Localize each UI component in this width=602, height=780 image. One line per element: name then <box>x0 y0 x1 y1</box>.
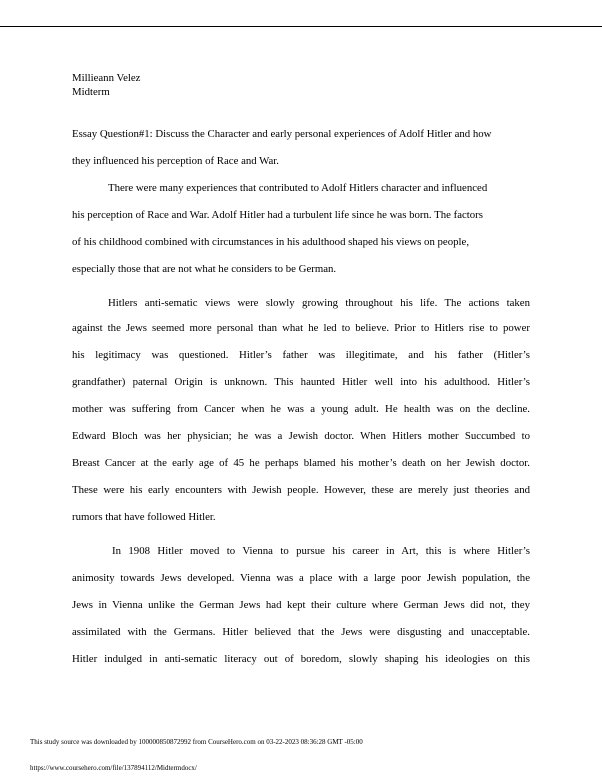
paragraph-1-line-3: of his childhood combined with circumstances in his adulthood shaped his views on people, <box>72 236 470 248</box>
paragraph-3-line-3: Jews in Vienna unlike the German Jews had kept their culture where German Jews did not, they <box>72 599 530 611</box>
paragraph-2-line-4: grandfather) paternal Origin is unknown. This haunted Hitler well into his adulthood. Hitler’s <box>72 376 530 388</box>
paragraph-2-line-6: Edward Bloch was her physician; he was a Jewish doctor. When Hitlers mother Succumbed to <box>72 430 530 442</box>
download-notice: This study source was downloaded by 100000850872992 from CourseHero.com on 03-22-2023 08:36:28 GMT -05:00 <box>30 738 363 746</box>
essay-question-line-1: Essay Question#1: Discuss the Character and early personal experiences of Adolf Hitler and how <box>72 128 492 140</box>
document-title: Midterm <box>72 86 110 98</box>
paragraph-1-line-4: especially those that are not what he considers to be German. <box>72 263 337 275</box>
paragraph-3-line-1: In 1908 Hitler moved to Vienna to pursue his career in Art, this is where Hitler’s <box>112 545 530 557</box>
header-rule <box>0 26 602 27</box>
paragraph-2-line-5: mother was suffering from Cancer when he was a young adult. He health was on the decline. <box>72 403 530 415</box>
paragraph-1-line-2: his perception of Race and War. Adolf Hitler had a turbulent life since he was born. The factors <box>72 209 483 221</box>
paragraph-2-line-7: Breast Cancer at the early age of 45 he perhaps blamed his mother’s death on her Jewish doctor. <box>72 457 530 469</box>
source-url[interactable]: https://www.coursehero.com/file/137894112/Midtermdocx/ <box>30 764 197 772</box>
essay-question-line-2: they influenced his perception of Race and War. <box>72 155 279 167</box>
author-name: Millieann Velez <box>72 72 141 84</box>
paragraph-2-line-2: against the Jews seemed more personal than what he led to believe. Prior to Hitlers rise to power <box>72 322 530 334</box>
paragraph-2-line-1: Hitlers anti-sematic views were slowly growing throughout his life. The actions taken <box>108 297 530 309</box>
paragraph-3-line-4: assimilated with the Germans. Hitler believed that the Jews were disgusting and unacceptable. <box>72 626 530 638</box>
paragraph-2-line-8: These were his early encounters with Jewish people. However, these are merely just theories and <box>72 484 530 496</box>
paragraph-3-line-2: animosity towards Jews developed. Vienna was a place with a large poor Jewish population, the <box>72 572 530 584</box>
paragraph-2-line-9: rumors that have followed Hitler. <box>72 511 216 523</box>
paragraph-1-line-1: There were many experiences that contributed to Adolf Hitlers character and influenced <box>108 182 488 194</box>
paragraph-3-line-5: Hitler indulged in anti-sematic literacy out of boredom, slowly shaping his ideologies on this <box>72 653 530 665</box>
paragraph-2-line-3: his legitimacy was questioned. Hitler’s father was illegitimate, and his father (Hitler’s <box>72 349 530 361</box>
